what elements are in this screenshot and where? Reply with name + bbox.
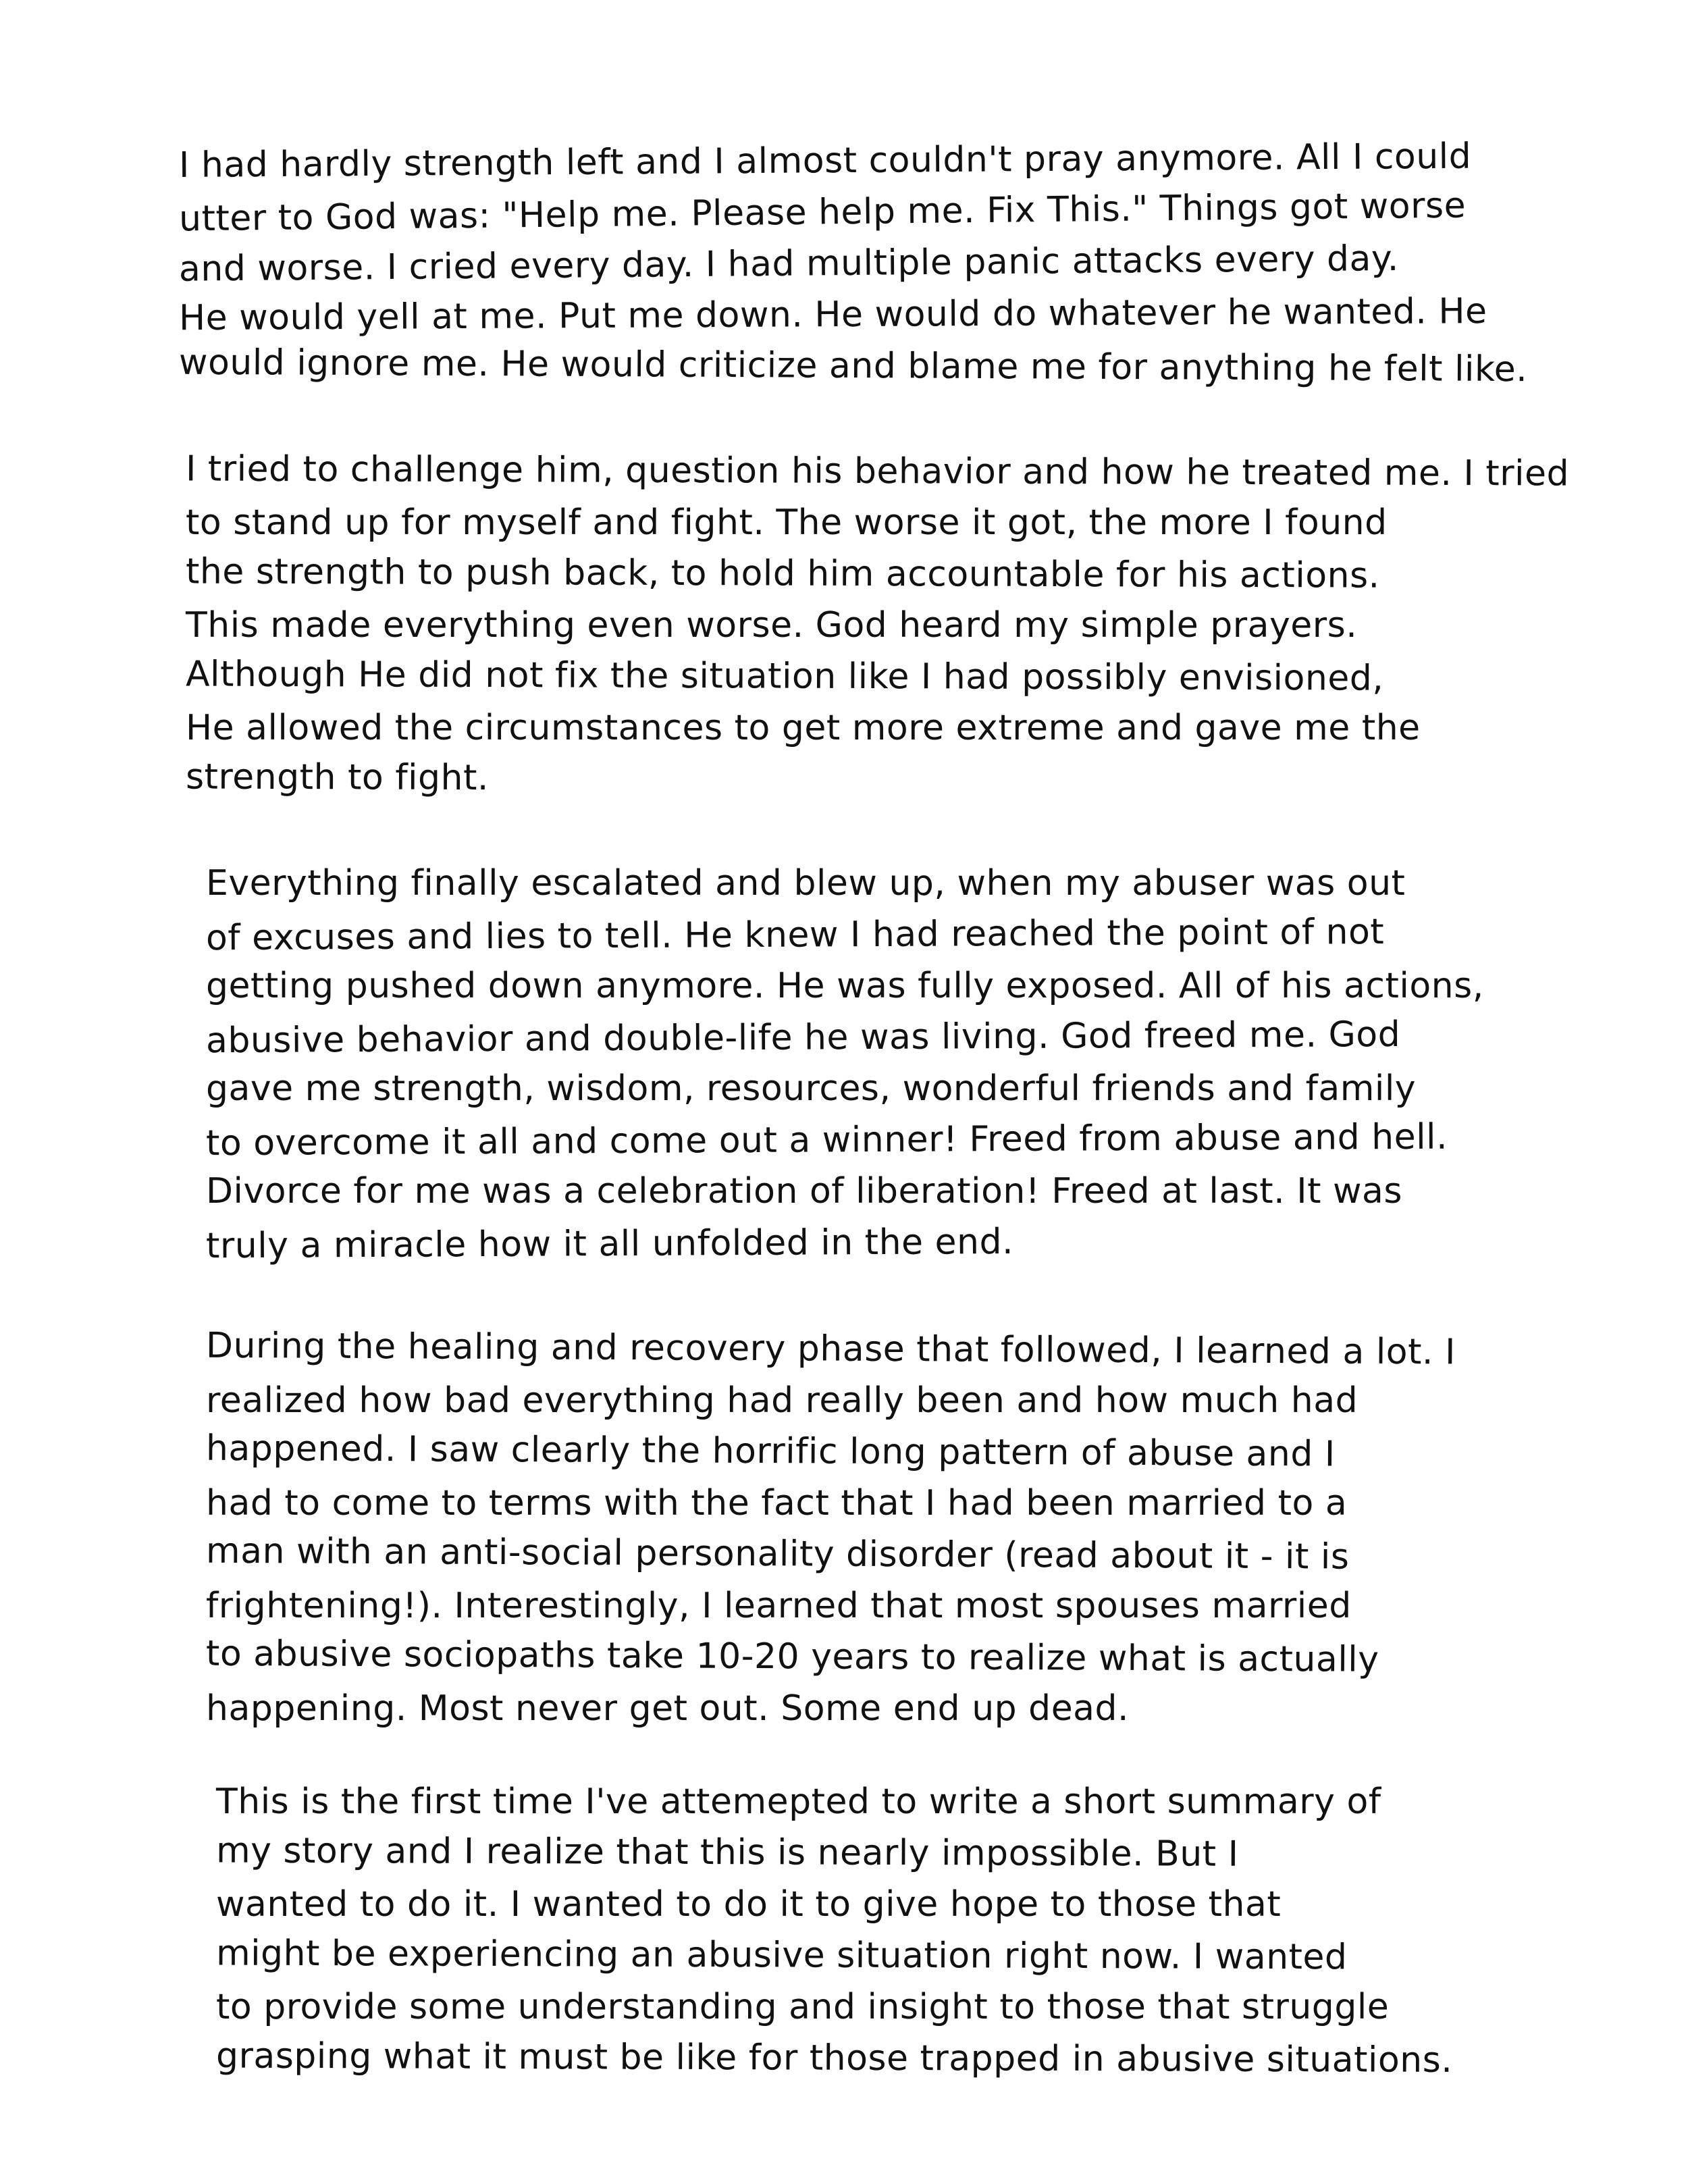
text-line: strength to fight. (185, 756, 490, 799)
text-line: Although He did not fix the situation like I had possibly envisioned, (185, 654, 1384, 699)
text-line: He would yell at me. Put me down. He would do whatever he wanted. He (178, 291, 1487, 339)
text-line: would ignore me. He would criticize and blame me for anything he felt like. (178, 342, 1528, 390)
paragraph-5 (216, 1776, 1566, 2084)
text-line: happening. Most never get out. Some end up dead. (206, 1688, 1130, 1729)
text-line: to overcome it all and come out a winner! Freed from abuse and hell. (205, 1116, 1448, 1164)
text-line: gave me strength, wisdom, resources, wonderful friends and family (206, 1068, 1417, 1109)
text-line: happened. I saw clearly the horrific long pattern of abuse and I (205, 1428, 1336, 1475)
text-line: to provide some understanding and insight to those that struggle (216, 1987, 1390, 2027)
text-line: to stand up for myself and fight. The worse it got, the more I found (186, 502, 1388, 543)
text-line: Everything finally escalated and blew up, when my abuser was out (206, 863, 1406, 904)
text-line: This made everything even worse. God heard my simple prayers. (186, 605, 1358, 646)
text-line: This is the first time I've attemepted to write a short summary of (216, 1782, 1381, 1822)
text-line: abusive behavior and double-life he was living. God freed me. God (205, 1014, 1401, 1062)
text-line: grasping what it must be like for those trapped in abusive situations. (215, 2035, 1453, 2081)
text-line: I had hardly strength left and I almost couldn't pray anymore. All I could (178, 136, 1472, 186)
text-line: utter to God was: "Help me. Please help me. Fix This." Things got worse (178, 185, 1467, 240)
text-line: to abusive sociopaths take 10-20 years to realize what is actually (205, 1633, 1379, 1680)
text-line: and worse. I cried every day. I had multiple panic attacks every day. (178, 238, 1400, 290)
text-line: might be experiencing an abusive situation right now. I wanted (215, 1933, 1348, 1978)
text-line: wanted to do it. I wanted to do it to give hope to those that (216, 1884, 1282, 1925)
text-line: During the healing and recovery phase that followed, I learned a lot. I (205, 1325, 1456, 1373)
paragraph-4 (206, 1324, 1556, 1734)
text-line: frightening!). Interestingly, I learned that most spouses married (206, 1586, 1352, 1626)
text-line: had to come to terms with the fact that I had been married to a (206, 1483, 1348, 1524)
text-line: He allowed the circumstances to get more extreme and gave me the (186, 708, 1421, 748)
paragraph-2 (185, 446, 1570, 805)
text-line: man with an anti-social personality disorder (read about it - it is (205, 1530, 1350, 1578)
paragraph-3 (206, 858, 1556, 1268)
text-line: I tried to challenge him, question his behavior and how he treated me. I tried (185, 448, 1570, 494)
text-line: Divorce for me was a celebration of liberation! Freed at last. It was (206, 1171, 1402, 1212)
text-line: my story and I realize that this is nearly impossible. But I (215, 1830, 1239, 1875)
text-line: getting pushed down anymore. He was fully exposed. All of his actions, (206, 966, 1484, 1006)
text-line: the strength to push back, to hold him accountable for his actions. (185, 551, 1380, 596)
text-line: truly a miracle how it all unfolded in the end. (205, 1221, 1014, 1267)
text-line: of excuses and lies to tell. He knew I had reached the point of not (205, 912, 1385, 959)
text-line: realized how bad everything had really been and how much had (206, 1380, 1359, 1421)
paragraph-1 (179, 135, 1529, 392)
